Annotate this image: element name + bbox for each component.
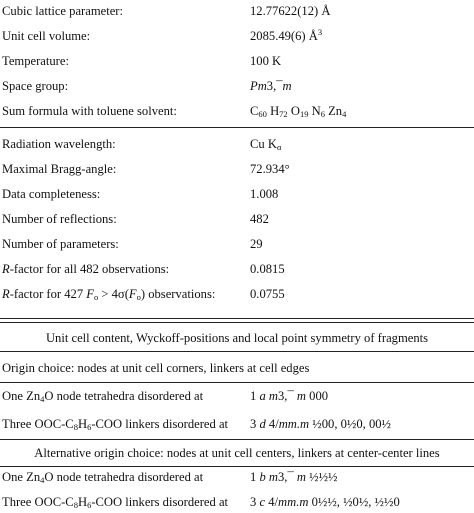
parameters-row <box>0 233 474 255</box>
temperature-label: Temperature: <box>2 54 69 68</box>
temperature-row <box>0 50 474 72</box>
radiation-label: Radiation wavelength: <box>2 137 116 151</box>
reflections-label: Number of reflections: <box>2 212 117 226</box>
parameters-value: 29 <box>250 237 263 251</box>
origin2-node-label: One $Zn_4O$ node tetrahedra disordered at <box>2 470 204 485</box>
origin1-node-label: One $Zn_4O$ node tetrahedra disordered at <box>2 389 204 404</box>
origin2-linker-label: Three OOC-$C_8H_6$-COO linkers disordered at <box>2 495 229 510</box>
origin2-linker-row <box>0 491 474 513</box>
reflections-row <box>0 208 474 230</box>
reflections-value: 482 <box>250 212 269 226</box>
sum-formula-label: Sum formula with toluene solvent: <box>2 104 177 118</box>
sum-formula-row <box>0 100 474 122</box>
lattice-parameter-row <box>0 0 474 22</box>
r-factor-all-label: R-factor for all 482 observations: <box>2 262 170 276</box>
lattice-parameter-value: 12.77622(12) Å <box>250 4 331 18</box>
origin1-linker-label: Three OOC-$C_8H_6$-COO linkers disordered at <box>2 417 229 432</box>
r-factor-strong-label: R-factor for 427 $F_o > 4\sigma(F_o)$ observations: <box>2 287 216 302</box>
cell-volume-row <box>0 25 474 47</box>
origin-choice-divider <box>0 382 474 383</box>
r-factor-strong-row <box>0 283 474 305</box>
sum-formula-value: $C_{60}$ $H_{72}$ $O_{19}$ $N_6$ $Zn_4$ <box>250 104 347 119</box>
double-rule-top <box>0 318 474 319</box>
origin2-node-row <box>0 466 474 488</box>
origin2-node-value: 1 b m3,¯ m ½½½ <box>250 470 338 484</box>
origin1-linker-value: 3 d 4/mm.m ½00, 0½0, 00½ <box>250 417 391 431</box>
temperature-value: 100 K <box>250 54 282 68</box>
fragments-header: Unit cell content, Wyckoff-positions and local point symmetry of fragments <box>45 331 429 345</box>
r-factor-all-row <box>0 258 474 280</box>
space-group-value: Pm3,¯m <box>250 79 292 93</box>
completeness-label: Data completeness: <box>2 187 101 201</box>
bragg-angle-label: Maximal Bragg-angle: <box>2 162 117 176</box>
r-factor-strong-value: 0.0755 <box>250 287 285 301</box>
space-group-label: Space group: <box>2 79 69 93</box>
origin-choice-title-row <box>0 357 474 379</box>
origin1-linker-row <box>0 413 474 435</box>
cell-volume-label: Unit cell volume: <box>2 29 91 43</box>
parameters-label: Number of parameters: <box>2 237 119 251</box>
alt-origin-title: Alternative origin choice: nodes at unit cell centers, linkers at center-center lines <box>34 446 440 460</box>
completeness-row <box>0 183 474 205</box>
radiation-value: Cu $K_\alpha$ <box>250 137 282 152</box>
origin-choice-title: Origin choice: nodes at unit cell corners, linkers at cell edges <box>2 361 310 375</box>
double-rule-bottom <box>0 322 474 323</box>
space-group-row <box>0 75 474 97</box>
r-factor-all-value: 0.0815 <box>250 262 285 276</box>
lattice-parameter-label: Cubic lattice parameter: <box>2 4 123 18</box>
origin1-node-row <box>0 385 474 407</box>
bragg-angle-row <box>0 158 474 180</box>
divider <box>0 127 474 128</box>
completeness-value: 1.008 <box>250 187 279 201</box>
alt-origin-divider <box>0 439 474 440</box>
origin1-node-value: 1 a m3,¯ m 000 <box>250 389 329 403</box>
origin2-linker-value: 3 c 4/mm.m 0½½, ½0½, ½½0 <box>250 495 400 509</box>
cell-volume-value: 2085.49(6) $Å^3$ <box>250 27 323 43</box>
header-divider <box>0 351 474 352</box>
bragg-angle-value: 72.934° <box>250 162 290 176</box>
radiation-row <box>0 133 474 155</box>
